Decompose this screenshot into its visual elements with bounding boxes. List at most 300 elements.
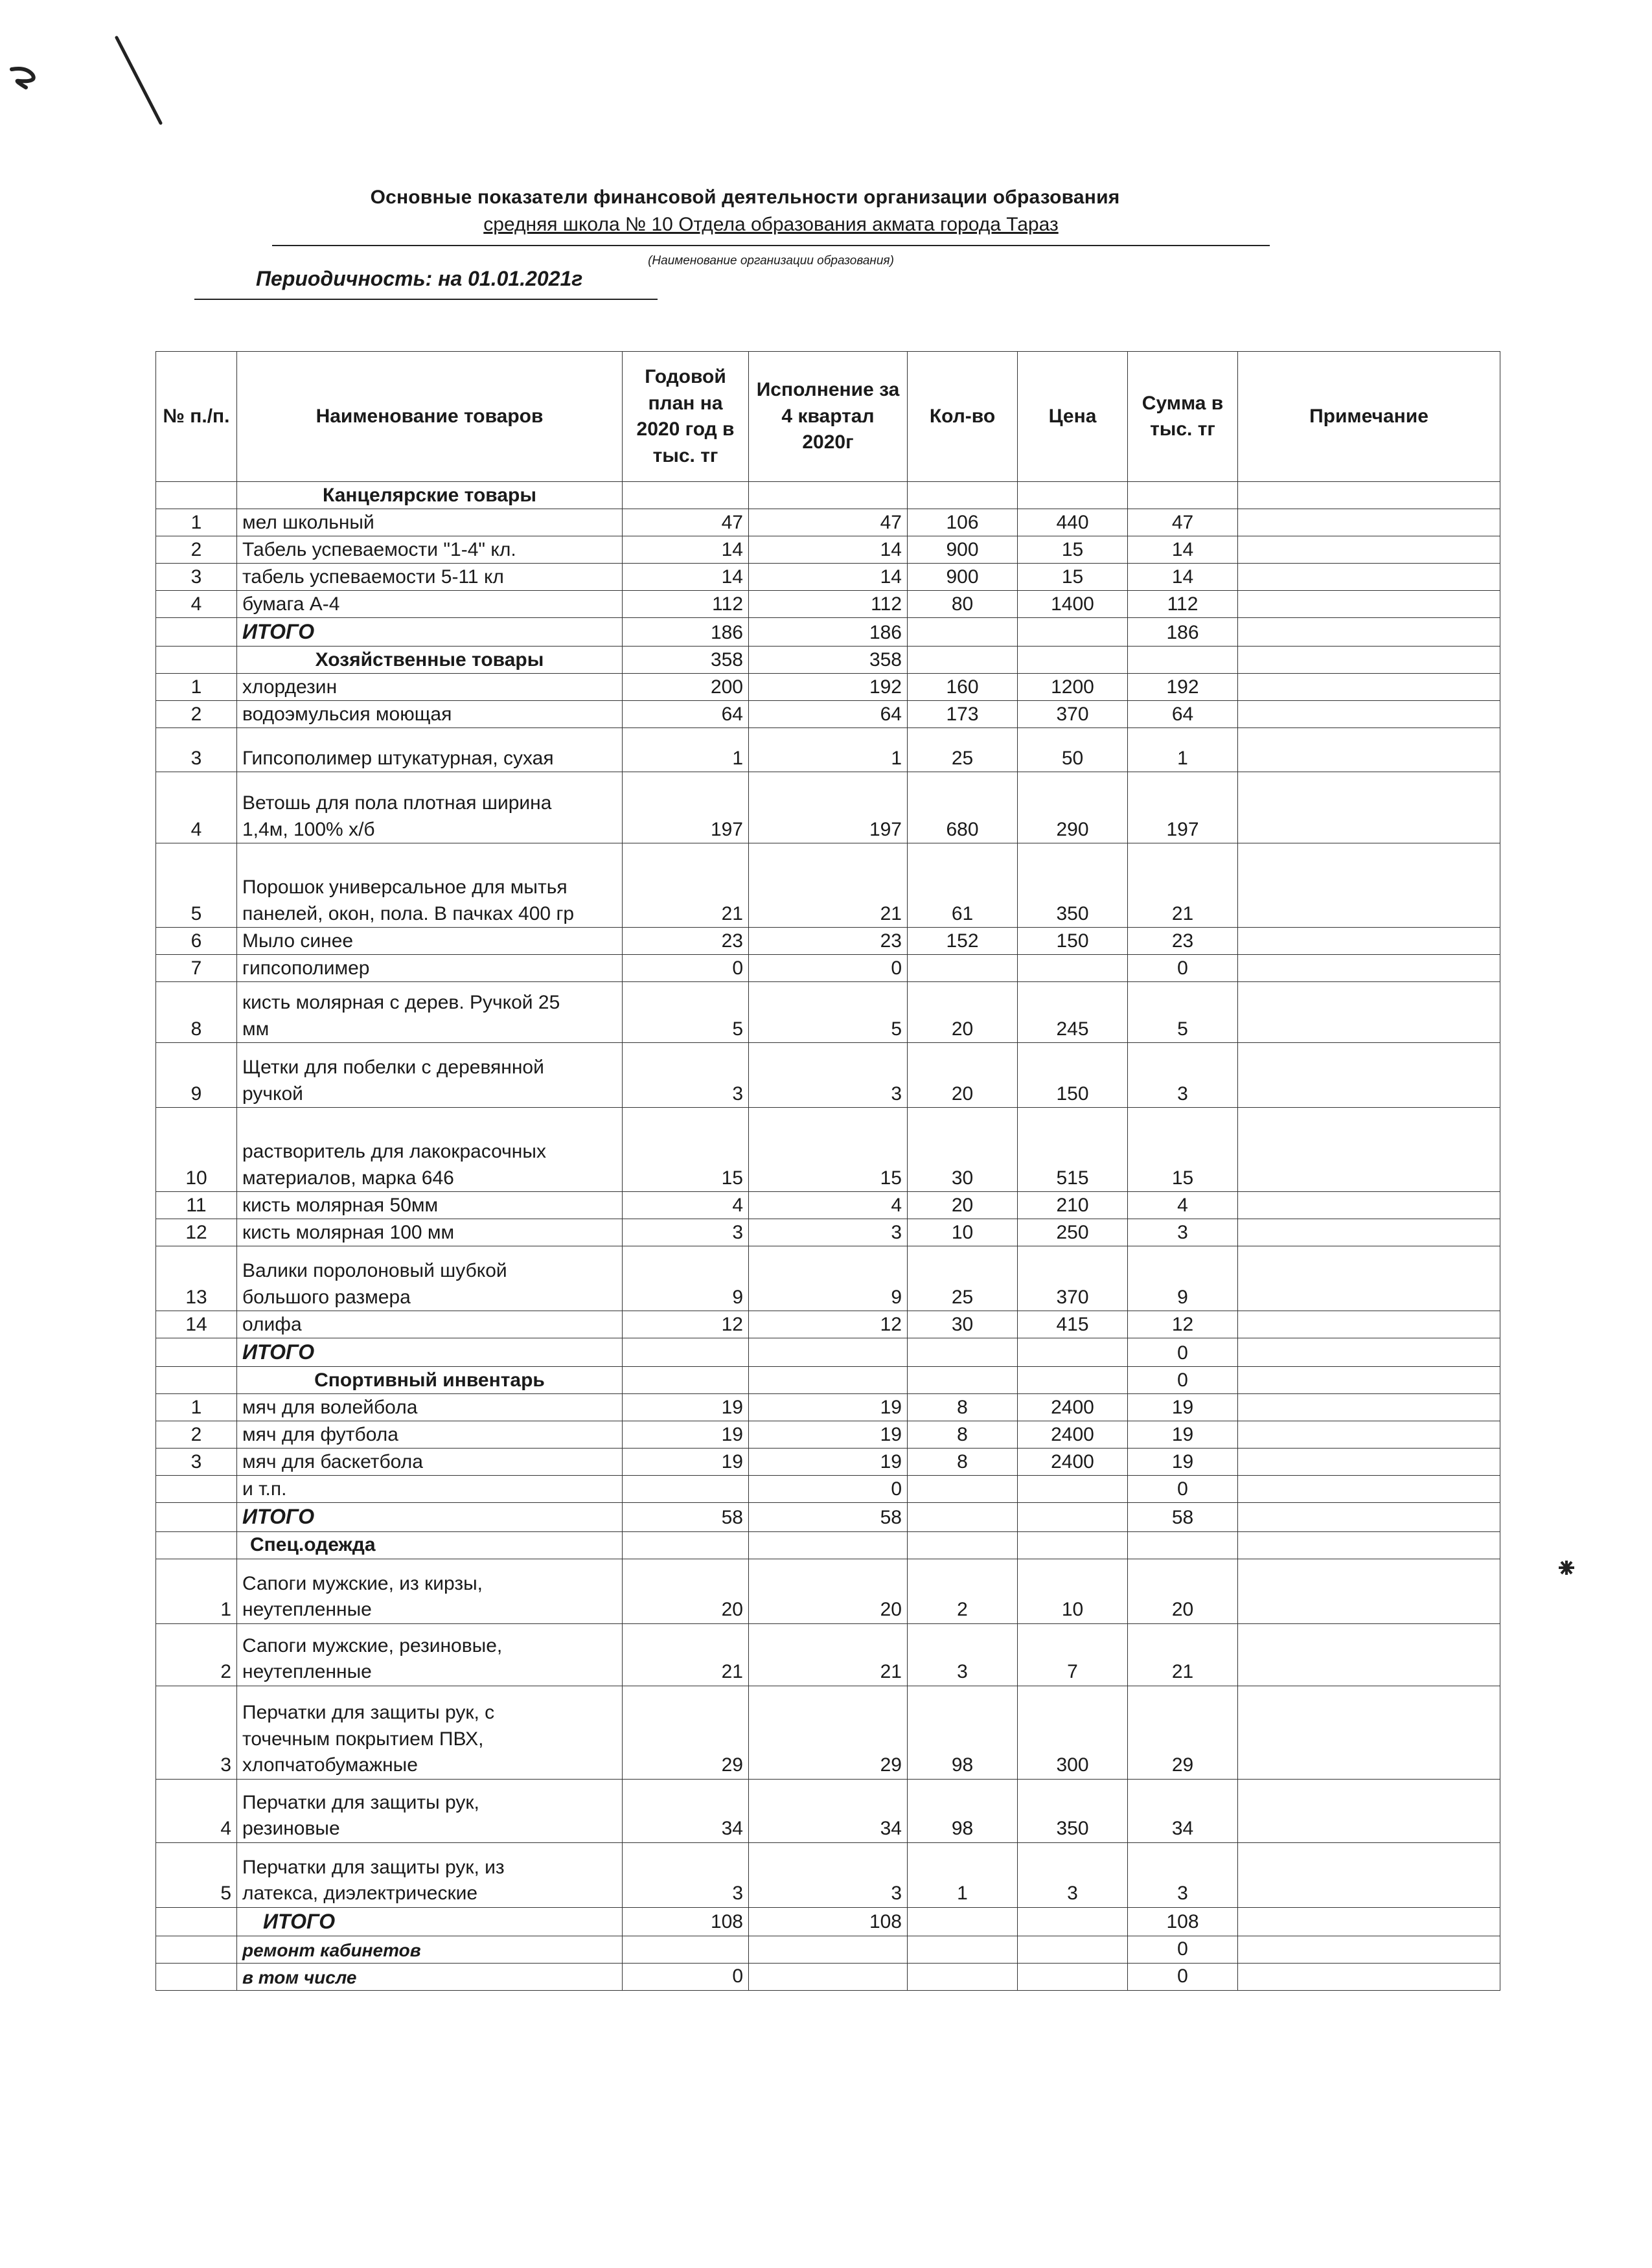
- quantity-cell: 173: [908, 701, 1018, 728]
- price-cell: [1018, 1476, 1128, 1503]
- sum-cell: 186: [1128, 618, 1238, 647]
- total-row: [156, 618, 1500, 647]
- section-row: [156, 647, 1500, 674]
- table-row: [156, 1449, 1500, 1476]
- annual-plan-cell: 0: [623, 955, 749, 982]
- item-name-cell: бумага А-4: [237, 591, 623, 618]
- underline-rule: [194, 299, 658, 300]
- quantity-cell: [908, 1963, 1018, 1990]
- item-name-cell: Табель успеваемости "1-4" кл.: [237, 536, 623, 564]
- row-number-cell: 4: [156, 772, 237, 843]
- q4-execution-cell: 19: [749, 1394, 908, 1421]
- price-cell: 250: [1018, 1219, 1128, 1246]
- price-cell: [1018, 1338, 1128, 1367]
- row-number-cell: 1: [156, 1394, 237, 1421]
- sum-cell: 19: [1128, 1449, 1238, 1476]
- row-number-cell: 2: [156, 701, 237, 728]
- price-cell: [1018, 1936, 1128, 1963]
- note-cell: [1238, 1311, 1500, 1338]
- table-row: [156, 1043, 1500, 1108]
- item-name-cell: Хозяйственные товары: [237, 647, 623, 674]
- row-number-cell: 1: [156, 674, 237, 701]
- q4-execution-cell: [749, 1963, 908, 1990]
- price-cell: [1018, 1503, 1128, 1531]
- item-name-cell: Мыло синее: [237, 928, 623, 955]
- note-cell: [1238, 1108, 1500, 1192]
- row-number-cell: 2: [156, 1623, 237, 1686]
- period-label: Периодичность: на 01.01.2021г: [256, 267, 583, 290]
- note-cell: [1238, 1779, 1500, 1842]
- item-name-cell: Валики поролоновый шубкой большого размера: [237, 1246, 623, 1311]
- q4-execution-cell: 0: [749, 1476, 908, 1503]
- table-row: [156, 772, 1500, 843]
- row-number-cell: 10: [156, 1108, 237, 1192]
- annual-plan-cell: 58: [623, 1503, 749, 1531]
- table-row: [156, 701, 1500, 728]
- price-cell: [1018, 482, 1128, 509]
- sum-cell: 0: [1128, 955, 1238, 982]
- q4-execution-cell: 3: [749, 1219, 908, 1246]
- item-name-cell: Перчатки для защиты рук, из латекса, диэлектрические: [237, 1842, 623, 1907]
- quantity-cell: 25: [908, 728, 1018, 772]
- note-cell: [1238, 1192, 1500, 1219]
- col-header-price: Цена: [1018, 352, 1128, 482]
- annual-plan-cell: 19: [623, 1449, 749, 1476]
- row-number-cell: [156, 1338, 237, 1367]
- sum-cell: 0: [1128, 1367, 1238, 1394]
- total-row: [156, 1907, 1500, 1936]
- annual-plan-cell: 20: [623, 1559, 749, 1623]
- sum-cell: 21: [1128, 1623, 1238, 1686]
- item-name-cell: олифа: [237, 1311, 623, 1338]
- sum-cell: 0: [1128, 1476, 1238, 1503]
- item-name-cell: Порошок универсальное для мытья панелей, окон, пола. В пачках 400 гр: [237, 843, 623, 928]
- quantity-cell: 30: [908, 1108, 1018, 1192]
- note-cell: [1238, 564, 1500, 591]
- q4-execution-cell: 21: [749, 1623, 908, 1686]
- row-number-cell: 2: [156, 1421, 237, 1449]
- annual-plan-cell: 1: [623, 728, 749, 772]
- quantity-cell: 900: [908, 536, 1018, 564]
- q4-execution-cell: 21: [749, 843, 908, 928]
- annual-plan-cell: [623, 1936, 749, 1963]
- item-name-cell: кисть молярная 50мм: [237, 1192, 623, 1219]
- price-cell: 1400: [1018, 591, 1128, 618]
- q4-execution-cell: 19: [749, 1449, 908, 1476]
- row-number-cell: 1: [156, 1559, 237, 1623]
- price-cell: [1018, 955, 1128, 982]
- price-cell: 2400: [1018, 1421, 1128, 1449]
- quantity-cell: 2: [908, 1559, 1018, 1623]
- note-cell: [1238, 843, 1500, 928]
- q4-execution-cell: 186: [749, 618, 908, 647]
- pen-stroke: [110, 32, 168, 130]
- row-number-cell: 13: [156, 1246, 237, 1311]
- q4-execution-cell: 108: [749, 1907, 908, 1936]
- price-cell: 1200: [1018, 674, 1128, 701]
- quantity-cell: 680: [908, 772, 1018, 843]
- sum-cell: 23: [1128, 928, 1238, 955]
- table-row: [156, 1476, 1500, 1503]
- item-name-cell: мяч для баскетбола: [237, 1449, 623, 1476]
- q4-execution-cell: 112: [749, 591, 908, 618]
- quantity-cell: 25: [908, 1246, 1018, 1311]
- table-row: [156, 928, 1500, 955]
- sum-cell: 0: [1128, 1338, 1238, 1367]
- annual-plan-cell: 9: [623, 1246, 749, 1311]
- item-name-cell: ИТОГО: [237, 1503, 623, 1531]
- quantity-cell: [908, 618, 1018, 647]
- row-number-cell: 3: [156, 1449, 237, 1476]
- item-name-cell: водоэмульсия моющая: [237, 701, 623, 728]
- price-cell: 150: [1018, 1043, 1128, 1108]
- annual-plan-cell: [623, 482, 749, 509]
- note-cell: [1238, 1623, 1500, 1686]
- price-cell: 515: [1018, 1108, 1128, 1192]
- sum-cell: 12: [1128, 1311, 1238, 1338]
- section-row: [156, 1367, 1500, 1394]
- q4-execution-cell: 64: [749, 701, 908, 728]
- item-name-cell: мяч для футбола: [237, 1421, 623, 1449]
- annual-plan-cell: 14: [623, 536, 749, 564]
- note-cell: [1238, 482, 1500, 509]
- item-name-cell: Гипсополимер штукатурная, сухая: [237, 728, 623, 772]
- quantity-cell: [908, 1907, 1018, 1936]
- annual-plan-cell: 108: [623, 1907, 749, 1936]
- quantity-cell: 152: [908, 928, 1018, 955]
- price-cell: 3: [1018, 1842, 1128, 1907]
- note-cell: [1238, 1936, 1500, 1963]
- quantity-cell: [908, 1476, 1018, 1503]
- quantity-cell: 900: [908, 564, 1018, 591]
- sum-cell: 34: [1128, 1779, 1238, 1842]
- note-cell: [1238, 509, 1500, 536]
- price-cell: 300: [1018, 1686, 1128, 1779]
- note-cell: [1238, 536, 1500, 564]
- price-cell: [1018, 1367, 1128, 1394]
- sum-cell: 19: [1128, 1394, 1238, 1421]
- table-row: [156, 674, 1500, 701]
- row-number-cell: 7: [156, 955, 237, 982]
- table-row: [156, 728, 1500, 772]
- sum-cell: 15: [1128, 1108, 1238, 1192]
- table-row: [156, 982, 1500, 1043]
- quantity-cell: [908, 1338, 1018, 1367]
- sum-cell: 192: [1128, 674, 1238, 701]
- sum-cell: 14: [1128, 564, 1238, 591]
- item-name-cell: и т.п.: [237, 1476, 623, 1503]
- sum-cell: 20: [1128, 1559, 1238, 1623]
- section-row: [156, 1963, 1500, 1990]
- row-number-cell: 11: [156, 1192, 237, 1219]
- row-number-cell: 14: [156, 1311, 237, 1338]
- annual-plan-cell: 15: [623, 1108, 749, 1192]
- row-number-cell: [156, 1531, 237, 1559]
- item-name-cell: Спец.одежда: [237, 1531, 623, 1559]
- row-number-cell: 4: [156, 591, 237, 618]
- annual-plan-cell: 29: [623, 1686, 749, 1779]
- section-row: [156, 1936, 1500, 1963]
- q4-execution-cell: 15: [749, 1108, 908, 1192]
- item-name-cell: ИТОГО: [237, 618, 623, 647]
- sum-cell: [1128, 1531, 1238, 1559]
- col-header-qty: Кол-во: [908, 352, 1018, 482]
- price-cell: 2400: [1018, 1449, 1128, 1476]
- price-cell: [1018, 618, 1128, 647]
- annual-plan-cell: 4: [623, 1192, 749, 1219]
- q4-execution-cell: 5: [749, 982, 908, 1043]
- annual-plan-cell: 19: [623, 1421, 749, 1449]
- note-cell: [1238, 591, 1500, 618]
- sum-cell: 3: [1128, 1842, 1238, 1907]
- sum-cell: 47: [1128, 509, 1238, 536]
- q4-execution-cell: [749, 1338, 908, 1367]
- item-name-cell: Сапоги мужские, из кирзы, неутепленные: [237, 1559, 623, 1623]
- total-row: [156, 1338, 1500, 1367]
- q4-execution-cell: 3: [749, 1043, 908, 1108]
- row-number-cell: 1: [156, 509, 237, 536]
- table-row: [156, 1394, 1500, 1421]
- item-name-cell: в том числе: [237, 1963, 623, 1990]
- table-row: [156, 843, 1500, 928]
- sum-cell: 1: [1128, 728, 1238, 772]
- row-number-cell: 9: [156, 1043, 237, 1108]
- row-number-cell: [156, 482, 237, 509]
- quantity-cell: 106: [908, 509, 1018, 536]
- table-row: [156, 509, 1500, 536]
- price-cell: 415: [1018, 1311, 1128, 1338]
- q4-execution-cell: 197: [749, 772, 908, 843]
- price-cell: 15: [1018, 564, 1128, 591]
- q4-execution-cell: [749, 1531, 908, 1559]
- price-cell: [1018, 1963, 1128, 1990]
- price-cell: 350: [1018, 843, 1128, 928]
- q4-execution-cell: 4: [749, 1192, 908, 1219]
- q4-execution-cell: 20: [749, 1559, 908, 1623]
- item-name-cell: кисть молярная с дерев. Ручкой 25 мм: [237, 982, 623, 1043]
- note-cell: [1238, 1219, 1500, 1246]
- sum-cell: 29: [1128, 1686, 1238, 1779]
- note-cell: [1238, 728, 1500, 772]
- table-row: [156, 591, 1500, 618]
- col-header-note: Примечание: [1238, 352, 1500, 482]
- section-row: [156, 1531, 1500, 1559]
- note-cell: [1238, 772, 1500, 843]
- q4-execution-cell: 34: [749, 1779, 908, 1842]
- annual-plan-cell: [623, 1367, 749, 1394]
- quantity-cell: 8: [908, 1449, 1018, 1476]
- price-cell: 2400: [1018, 1394, 1128, 1421]
- annual-plan-cell: 34: [623, 1779, 749, 1842]
- note-cell: [1238, 1394, 1500, 1421]
- table-row: [156, 1246, 1500, 1311]
- q4-execution-cell: 23: [749, 928, 908, 955]
- row-number-cell: 6: [156, 928, 237, 955]
- col-header-name: Наименование товаров: [237, 352, 623, 482]
- price-cell: 150: [1018, 928, 1128, 955]
- note-cell: [1238, 1043, 1500, 1108]
- underline-rule: [272, 245, 1270, 246]
- row-number-cell: 3: [156, 564, 237, 591]
- annual-plan-cell: 64: [623, 701, 749, 728]
- price-cell: [1018, 1907, 1128, 1936]
- sum-cell: 19: [1128, 1421, 1238, 1449]
- quantity-cell: [908, 647, 1018, 674]
- q4-execution-cell: 0: [749, 955, 908, 982]
- item-name-cell: мяч для волейбола: [237, 1394, 623, 1421]
- price-cell: 370: [1018, 1246, 1128, 1311]
- sum-cell: 112: [1128, 591, 1238, 618]
- note-cell: [1238, 1338, 1500, 1367]
- item-name-cell: Спортивный инвентарь: [237, 1367, 623, 1394]
- note-cell: [1238, 982, 1500, 1043]
- row-number-cell: 5: [156, 1842, 237, 1907]
- quantity-cell: [908, 1936, 1018, 1963]
- col-header-exec: Исполнение за 4 квартал 2020г: [749, 352, 908, 482]
- quantity-cell: [908, 955, 1018, 982]
- row-number-cell: [156, 1936, 237, 1963]
- sum-cell: 9: [1128, 1246, 1238, 1311]
- table-row: [156, 1311, 1500, 1338]
- table-row: [156, 564, 1500, 591]
- item-name-cell: табель успеваемости 5-11 кл: [237, 564, 623, 591]
- annual-plan-cell: [623, 1476, 749, 1503]
- quantity-cell: 8: [908, 1421, 1018, 1449]
- item-name-cell: хлордезин: [237, 674, 623, 701]
- price-cell: 10: [1018, 1559, 1128, 1623]
- item-name-cell: Канцелярские товары: [237, 482, 623, 509]
- row-number-cell: 8: [156, 982, 237, 1043]
- quantity-cell: 1: [908, 1842, 1018, 1907]
- note-cell: [1238, 1367, 1500, 1394]
- note-cell: [1238, 1531, 1500, 1559]
- note-cell: [1238, 1449, 1500, 1476]
- price-cell: 7: [1018, 1623, 1128, 1686]
- row-number-cell: 5: [156, 843, 237, 928]
- price-cell: 290: [1018, 772, 1128, 843]
- sum-cell: 21: [1128, 843, 1238, 928]
- item-name-cell: растворитель для лакокрасочных материалов, марка 646: [237, 1108, 623, 1192]
- q4-execution-cell: [749, 1936, 908, 1963]
- col-header-no: № п./п.: [156, 352, 237, 482]
- pen-mark: [6, 55, 52, 94]
- note-cell: [1238, 928, 1500, 955]
- table-row: [156, 1219, 1500, 1246]
- item-name-cell: Перчатки для защиты рук, резиновые: [237, 1779, 623, 1842]
- note-cell: [1238, 1476, 1500, 1503]
- quantity-cell: 30: [908, 1311, 1018, 1338]
- price-cell: 50: [1018, 728, 1128, 772]
- sum-cell: 3: [1128, 1043, 1238, 1108]
- price-cell: 440: [1018, 509, 1128, 536]
- col-header-sum: Сумма в тыс. тг: [1128, 352, 1238, 482]
- section-row: [156, 482, 1500, 509]
- annual-plan-cell: 3: [623, 1219, 749, 1246]
- quantity-cell: 20: [908, 1043, 1018, 1108]
- table-row: [156, 1779, 1500, 1842]
- quantity-cell: 10: [908, 1219, 1018, 1246]
- row-number-cell: 3: [156, 1686, 237, 1779]
- quantity-cell: 3: [908, 1623, 1018, 1686]
- note-cell: [1238, 1963, 1500, 1990]
- note-cell: [1238, 1503, 1500, 1531]
- item-name-cell: Ветошь для пола плотная ширина 1,4м, 100% х/б: [237, 772, 623, 843]
- annual-plan-cell: 197: [623, 772, 749, 843]
- price-cell: [1018, 647, 1128, 674]
- annual-plan-cell: 112: [623, 591, 749, 618]
- annual-plan-cell: 200: [623, 674, 749, 701]
- item-name-cell: кисть молярная 100 мм: [237, 1219, 623, 1246]
- sum-cell: 58: [1128, 1503, 1238, 1531]
- quantity-cell: 61: [908, 843, 1018, 928]
- note-cell: [1238, 955, 1500, 982]
- sum-cell: 5: [1128, 982, 1238, 1043]
- note-cell: [1238, 1842, 1500, 1907]
- total-row: [156, 1503, 1500, 1531]
- sum-cell: 3: [1128, 1219, 1238, 1246]
- row-number-cell: 3: [156, 728, 237, 772]
- q4-execution-cell: 58: [749, 1503, 908, 1531]
- row-number-cell: [156, 618, 237, 647]
- annual-plan-cell: 23: [623, 928, 749, 955]
- note-cell: [1238, 1421, 1500, 1449]
- q4-execution-cell: 1: [749, 728, 908, 772]
- organization-caption: (Наименование организации образования): [648, 254, 894, 268]
- row-number-cell: 4: [156, 1779, 237, 1842]
- annual-plan-cell: 358: [623, 647, 749, 674]
- table-row: [156, 1559, 1500, 1623]
- annual-plan-cell: 3: [623, 1043, 749, 1108]
- row-number-cell: 12: [156, 1219, 237, 1246]
- quantity-cell: [908, 1503, 1018, 1531]
- q4-execution-cell: 47: [749, 509, 908, 536]
- quantity-cell: 8: [908, 1394, 1018, 1421]
- item-name-cell: ИТОГО: [237, 1907, 623, 1936]
- note-cell: [1238, 618, 1500, 647]
- q4-execution-cell: 12: [749, 1311, 908, 1338]
- note-cell: [1238, 1559, 1500, 1623]
- q4-execution-cell: [749, 482, 908, 509]
- note-cell: [1238, 701, 1500, 728]
- sum-cell: 4: [1128, 1192, 1238, 1219]
- quantity-cell: [908, 1367, 1018, 1394]
- q4-execution-cell: 19: [749, 1421, 908, 1449]
- row-number-cell: 2: [156, 536, 237, 564]
- note-cell: [1238, 674, 1500, 701]
- document-title: Основные показатели финансовой деятельности организации образования: [370, 187, 1120, 208]
- sum-cell: 0: [1128, 1936, 1238, 1963]
- q4-execution-cell: [749, 1367, 908, 1394]
- item-name-cell: Сапоги мужские, резиновые, неутепленные: [237, 1623, 623, 1686]
- ink-speck: [1555, 1558, 1578, 1577]
- q4-execution-cell: 14: [749, 564, 908, 591]
- table-row: [156, 1108, 1500, 1192]
- price-cell: [1018, 1531, 1128, 1559]
- table-row: [156, 1686, 1500, 1779]
- annual-plan-cell: 47: [623, 509, 749, 536]
- q4-execution-cell: 14: [749, 536, 908, 564]
- price-cell: 350: [1018, 1779, 1128, 1842]
- sum-cell: [1128, 482, 1238, 509]
- table-row: [156, 955, 1500, 982]
- row-number-cell: [156, 1907, 237, 1936]
- annual-plan-cell: 5: [623, 982, 749, 1043]
- note-cell: [1238, 1246, 1500, 1311]
- item-name-cell: Щетки для побелки с деревянной ручкой: [237, 1043, 623, 1108]
- item-name-cell: Перчатки для защиты рук, с точечным покрытием ПВХ, хлопчатобумажные: [237, 1686, 623, 1779]
- row-number-cell: [156, 1476, 237, 1503]
- table-row: [156, 536, 1500, 564]
